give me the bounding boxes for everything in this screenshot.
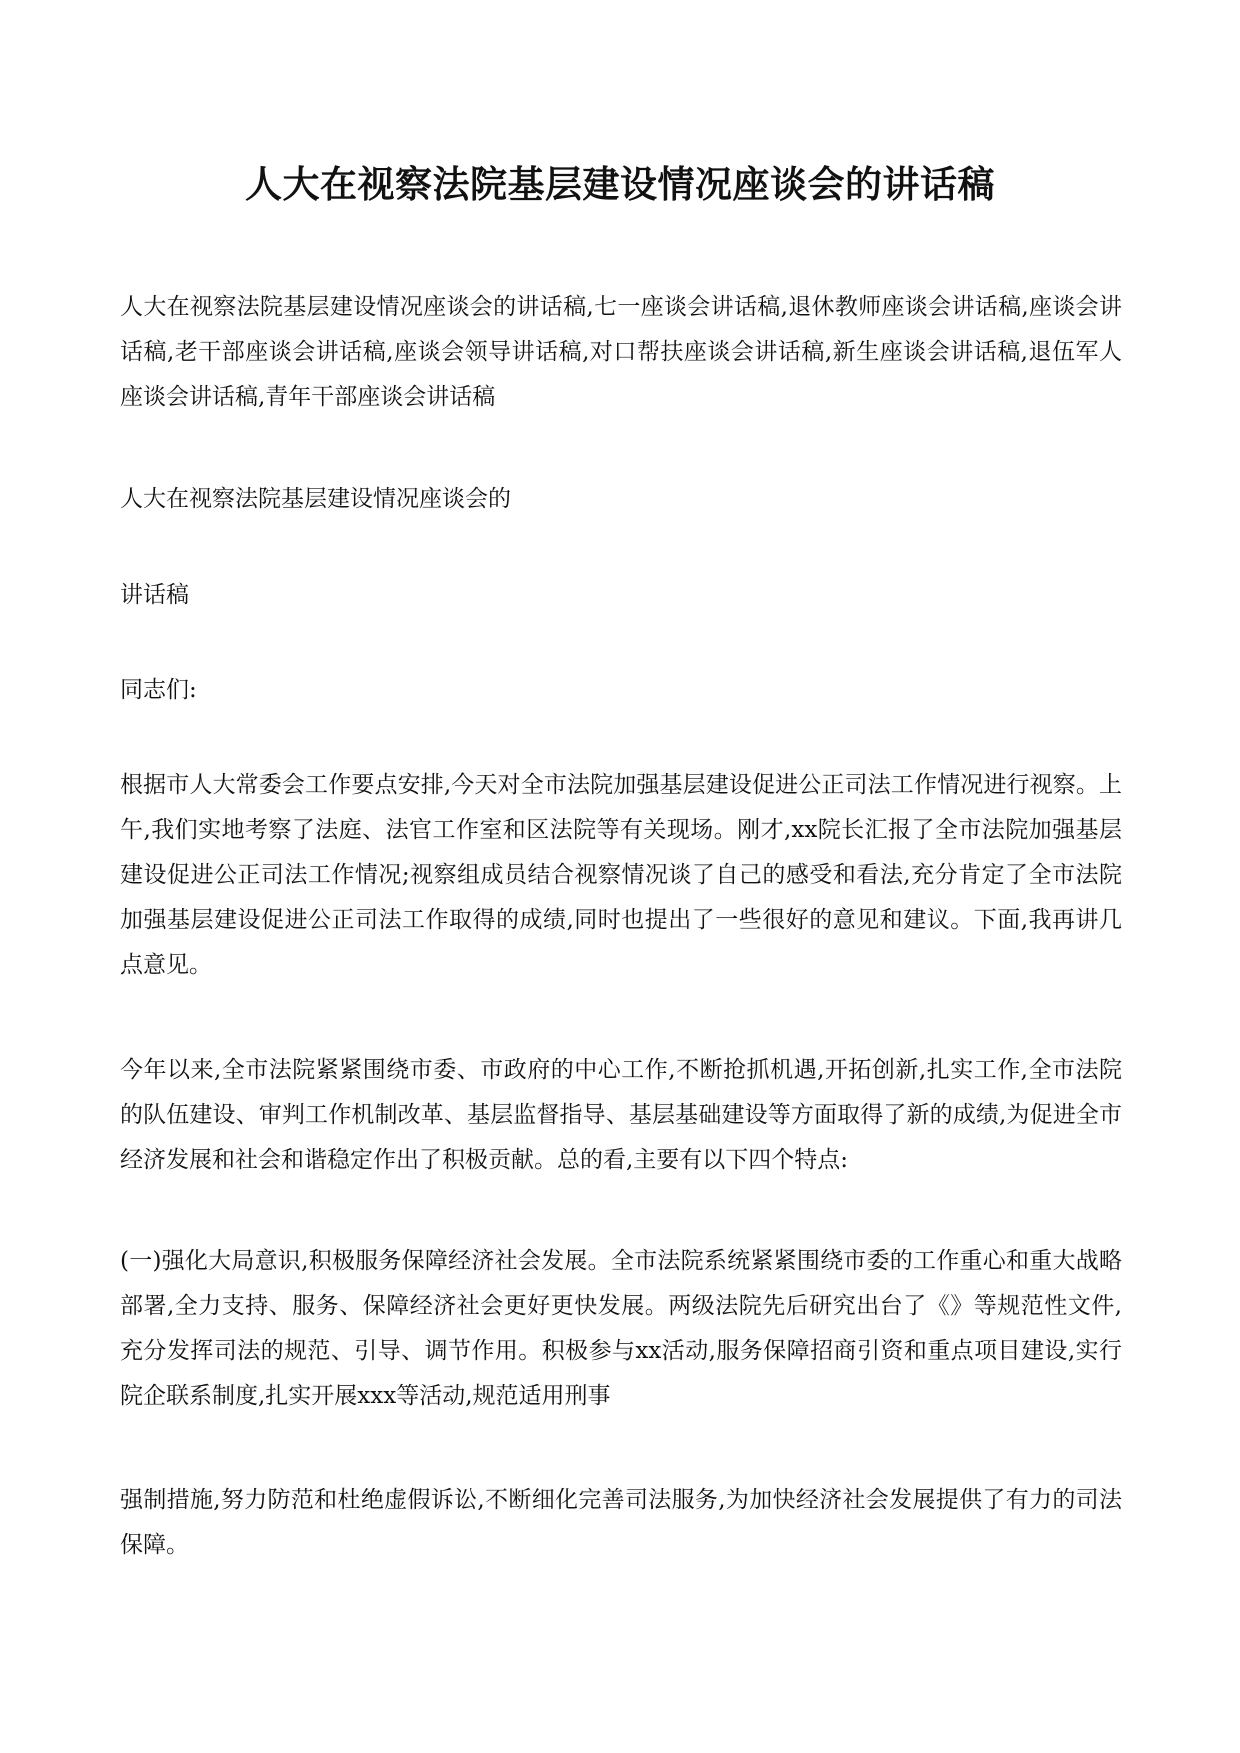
body-paragraph-summary: 今年以来,全市法院紧紧围绕市委、市政府的中心工作,不断抢抓机遇,开拓创新,扎实工作,全市法院的队伍建设、审判工作机制改革、基层监督指导、基层基础建设等方面取得了新的成绩,为促进全市经济发展和社会和谐稳定作出了积极贡献。总的看,主要有以下四个特点: [120,1057,1122,1173]
document-title: 人大在视察法院基层建设情况座谈会的讲话稿 [245,162,995,206]
body-paragraph-intro: 根据市人大常委会工作要点安排,今天对全市法院加强基层建设促进公正司法工作情况进行视察。上午,我们实地考察了法庭、法官工作室和区法院等有关现场。刚才,xx院长汇报了全市法院加强基层建设促进公正司法工作情况;视察组成员结合视察情况谈了自己的感受和看法,充分肯定了全市法院加强基层建设促进公正司法工作取得的成绩,同时也提出了一些很好的意见和建议。下面,我再讲几点意见。 [120,772,1122,978]
subtitle-line-2: 讲话稿 [120,582,189,608]
salutation: 同志们: [120,677,197,703]
body-paragraph-point-1: (一)强化大局意识,积极服务保障经济社会发展。全市法院系统紧紧围绕市委的工作重心和重大战略部署,全力支持、服务、保障经济社会更好更快发展。两级法院先后研究出台了《》等规范性文件,充分发挥司法的规范、引导、调节作用。积极参与xx活动,服务保障招商引资和重点项目建设,实行院企联系制度,扎实开展xxx等活动,规范适用刑事 [120,1248,1122,1409]
keywords-paragraph: 人大在视察法院基层建设情况座谈会的讲话稿,七一座谈会讲话稿,退休教师座谈会讲话稿,座谈会讲话稿,老干部座谈会讲话稿,座谈会领导讲话稿,对口帮扶座谈会讲话稿,新生座谈会讲话稿,退伍军人座谈会讲话稿,青年干部座谈会讲话稿 [120,294,1122,410]
subtitle-line-1: 人大在视察法院基层建设情况座谈会的 [120,486,511,512]
body-paragraph-point-1-cont: 强制措施,努力防范和杜绝虚假诉讼,不断细化完善司法服务,为加快经济社会发展提供了有力的司法保障。 [120,1487,1122,1558]
